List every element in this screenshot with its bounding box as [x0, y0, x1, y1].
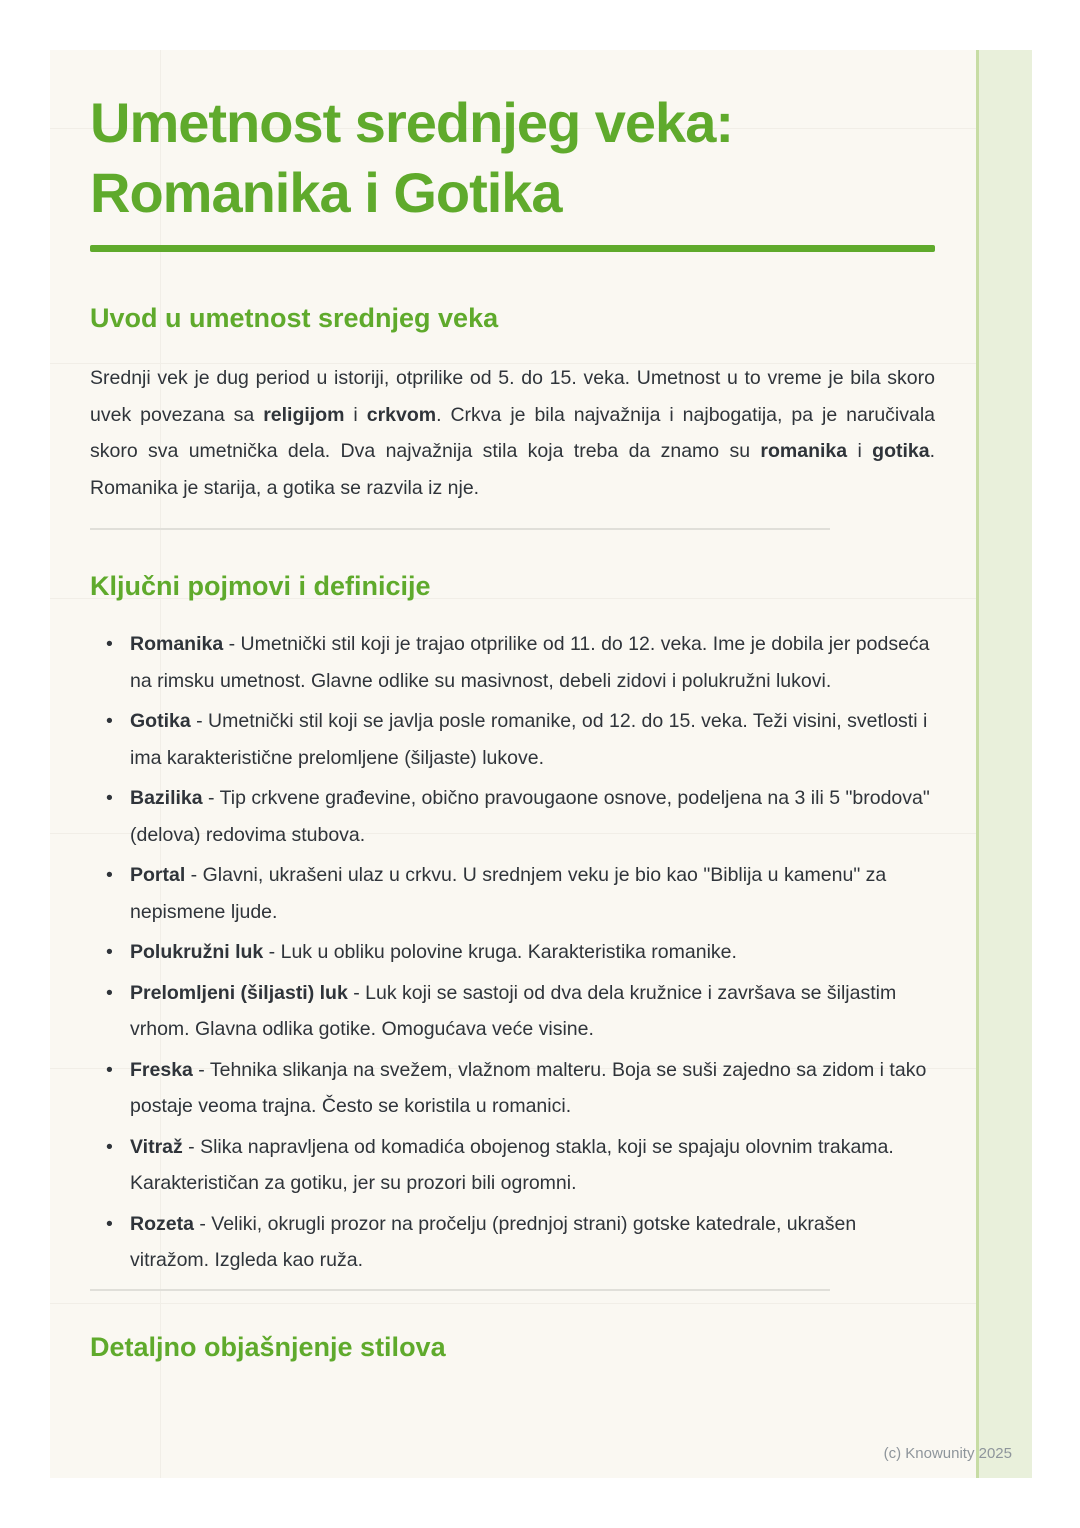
key-term-definition: - Veliki, okrugli prozor na pročelju (prednjoj strani) gotske katedrale, ukrašen vitražom. Izgleda kao ruža.	[130, 1212, 857, 1271]
body-text: . Romanika je starija, a gotika se razvila iz nje.	[90, 440, 936, 499]
section-divider	[90, 1289, 830, 1291]
key-term-name: Bazilika	[130, 787, 203, 809]
body-text: Srednji vek je dug period u istoriji, otprilike od 5. do 15. veka. Umetnost u to vreme je bila skoro uvek povezana sa	[90, 367, 935, 426]
section-heading-intro: Uvod u umetnost srednjeg veka	[90, 303, 499, 333]
section-heading-key-terms: Ključni pojmovi i definicije	[90, 571, 431, 601]
page-content	[50, 50, 1032, 1364]
key-term-definition: - Tip crkvene građevine, obično pravougaone osnove, podeljena na 3 ili 5 "brodova" (delova) redovima stubova.	[130, 787, 930, 846]
key-term-name: Gotika	[130, 710, 191, 732]
key-term-name: Romanika	[130, 633, 224, 655]
key-term-name: Vitraž	[130, 1135, 183, 1158]
key-term-definition: - Luk koji se sastoji od dva dela kružnice i završava se šiljastim vrhom. Glavna odlika gotike. Omogućava veće visine.	[130, 981, 897, 1040]
notes-page	[50, 50, 1032, 1478]
body-text: i	[847, 440, 873, 462]
key-term-item	[90, 975, 935, 1048]
key-term-definition: - Slika napravljena od komadića obojenog stakla, koji se spajaju olovnim trakama. Karakterističan za gotiku, jer su prozori bili ogromni.	[130, 1135, 894, 1194]
key-term-item	[90, 934, 935, 971]
bold-text: romanika	[760, 440, 848, 462]
key-term-item	[90, 626, 935, 699]
key-term-item	[90, 780, 935, 853]
key-term-name: Portal	[130, 864, 186, 886]
title-underline	[90, 245, 935, 252]
key-term-item	[90, 1129, 935, 1202]
bold-text: gotika	[872, 440, 930, 462]
key-term-item	[90, 1206, 935, 1279]
bold-text: religijom	[263, 403, 345, 426]
page-title-line-1: Umetnost srednjeg veka:	[90, 91, 733, 154]
key-term-name: Prelomljeni (šiljasti) luk	[130, 981, 348, 1004]
key-term-name: Polukružni luk	[130, 941, 264, 963]
body-text: . Crkva je bila najvažnija i najbogatija, pa je naručivala skoro sva umetnička dela. Dva najvažnija stila koja treba da znamo su	[90, 403, 936, 462]
key-term-item	[90, 857, 935, 930]
key-terms-list	[90, 626, 935, 1279]
key-term-name: Rozeta	[130, 1212, 194, 1235]
page-title	[90, 88, 935, 228]
key-term-definition: - Glavni, ukrašeni ulaz u crkvu. U srednjem veku je bio kao "Biblija u kamenu" za nepismene ljude.	[130, 864, 887, 923]
key-term-name: Freska	[130, 1058, 193, 1081]
page-title-line-2: Romanika i Gotika	[90, 161, 562, 224]
section-heading-details: Detaljno objašnjenje stilova	[90, 1331, 446, 1362]
copyright-notice: (c) Knowunity 2025	[883, 1445, 1012, 1462]
section-divider	[90, 528, 830, 530]
body-text: i	[344, 403, 367, 426]
key-term-definition: - Tehnika slikanja na svežem, vlažnom malteru. Boja se suši zajedno sa zidom i tako postaje veoma trajna. Često se koristila u romanici.	[130, 1058, 927, 1117]
key-term-definition: - Umetnički stil koji se javlja posle romanike, od 12. do 15. veka. Teži visini, svetlosti i ima karakteristične prelomljene (šiljaste) lukove.	[130, 710, 928, 769]
key-term-definition: - Luk u obliku polovine kruga. Karakteristika romanike.	[263, 941, 737, 963]
key-term-item	[90, 703, 935, 776]
bold-text: crkvom	[366, 403, 437, 426]
key-term-item	[90, 1052, 935, 1125]
key-term-definition: - Umetnički stil koji je trajao otprilike od 11. do 12. veka. Ime je dobila jer podseća na rimsku umetnost. Glavne odlike su masivnost, debeli zidovi i polukružni lukovi.	[130, 633, 930, 692]
intro-paragraph	[90, 360, 935, 506]
